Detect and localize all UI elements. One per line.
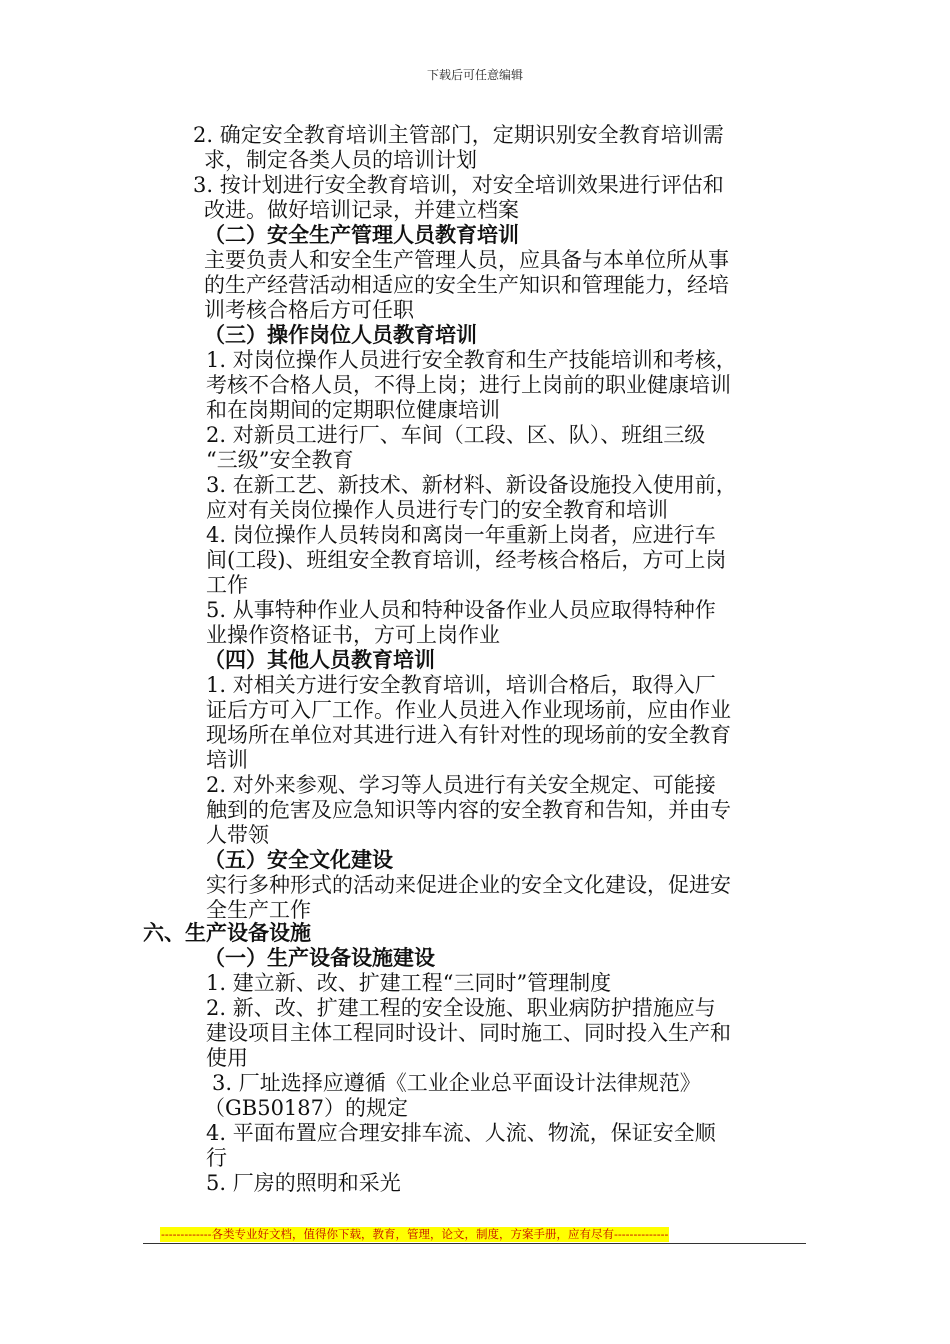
text-line: 证后方可入厂工作。作业人员进入作业现场前，应由作业 [206,698,731,722]
text-line: 全生产工作 [206,898,311,922]
text-line: 工作 [206,573,248,597]
text-line: 实行多种形式的活动来促进企业的安全文化建设，促进安 [206,873,731,897]
text-line: 3. 厂址选择应遵循《工业企业总平面设计法律规范》 [212,1071,701,1095]
text-line: 3. 按计划进行安全教育培训，对安全培训效果进行评估和 [193,173,724,197]
text-line: 考核不合格人员，不得上岗；进行上岗前的职业健康培训 [206,373,731,397]
footer-banner: -------------各类专业好文档，值得你下载，教育，管理，论文，制度，方案手册，应有尽有-------------- [161,1227,669,1241]
text-line: 3. 在新工艺、新技术、新材料、新设备设施投入使用前， [206,473,737,497]
text-line: 训考核合格后方可任职 [204,298,414,322]
text-line: 行 [206,1146,227,1170]
text-line: 人带领 [206,823,269,847]
section-heading: （一）生产设备设施建设 [204,946,435,970]
page-header: 下载后可任意编辑 [426,68,523,82]
section-heading: （二）安全生产管理人员教育培训 [204,223,519,247]
text-line: 主要负责人和安全生产管理人员，应具备与本单位所从事 [204,248,729,272]
chapter-heading: 六、生产设备设施 [143,921,311,945]
text-line: 使用 [206,1046,248,1070]
text-line: 1. 建立新、改、扩建工程“三同时”管理制度 [206,971,612,995]
section-heading: （五）安全文化建设 [204,848,393,872]
text-line: 的生产经营活动相适应的安全生产知识和管理能力，经培 [204,273,729,297]
section-heading: （三）操作岗位人员教育培训 [204,323,477,347]
text-line: 改进。做好培训记录，并建立档案 [204,198,519,222]
text-line: 应对有关岗位操作人员进行专门的安全教育和培训 [206,498,668,522]
text-line: 4. 平面布置应合理安排车流、人流、物流，保证安全顺 [206,1121,716,1145]
text-line: 5. 厂房的照明和采光 [206,1171,401,1195]
text-line: 1. 对岗位操作人员进行安全教育和生产技能培训和考核， [206,348,737,372]
text-line: 求，制定各类人员的培训计划 [204,148,477,172]
text-line: 触到的危害及应急知识等内容的安全教育和告知，并由专 [206,798,731,822]
footer-divider [143,1243,806,1244]
text-line: 2. 对新员工进行厂、车间（工段、区、队）、班组三级 [206,423,706,447]
text-line: 2. 对外来参观、学习等人员进行有关安全规定、可能接 [206,773,716,797]
text-line: 4. 岗位操作人员转岗和离岗一年重新上岗者，应进行车 [206,523,716,547]
text-line: 2. 确定安全教育培训主管部门，定期识别安全教育培训需 [193,123,724,147]
section-heading: （四）其他人员教育培训 [204,648,435,672]
text-line: 5. 从事特种作业人员和特种设备作业人员应取得特种作 [206,598,716,622]
text-line: 现场所在单位对其进行进入有针对性的现场前的安全教育 [206,723,731,747]
text-line: 业操作资格证书，方可上岗作业 [206,623,500,647]
text-line: 培训 [206,748,248,772]
text-line: “三级”安全教育 [206,448,354,472]
text-line: 1. 对相关方进行安全教育培训，培训合格后，取得入厂 [206,673,716,697]
text-line: 和在岗期间的定期职位健康培训 [206,398,500,422]
text-line: （GB50187）的规定 [204,1096,409,1120]
text-line: 间(工段)、班组安全教育培训，经考核合格后，方可上岗 [206,548,727,572]
text-line: 2. 新、改、扩建工程的安全设施、职业病防护措施应与 [206,996,716,1020]
text-line: 建设项目主体工程同时设计、同时施工、同时投入生产和 [206,1021,731,1045]
